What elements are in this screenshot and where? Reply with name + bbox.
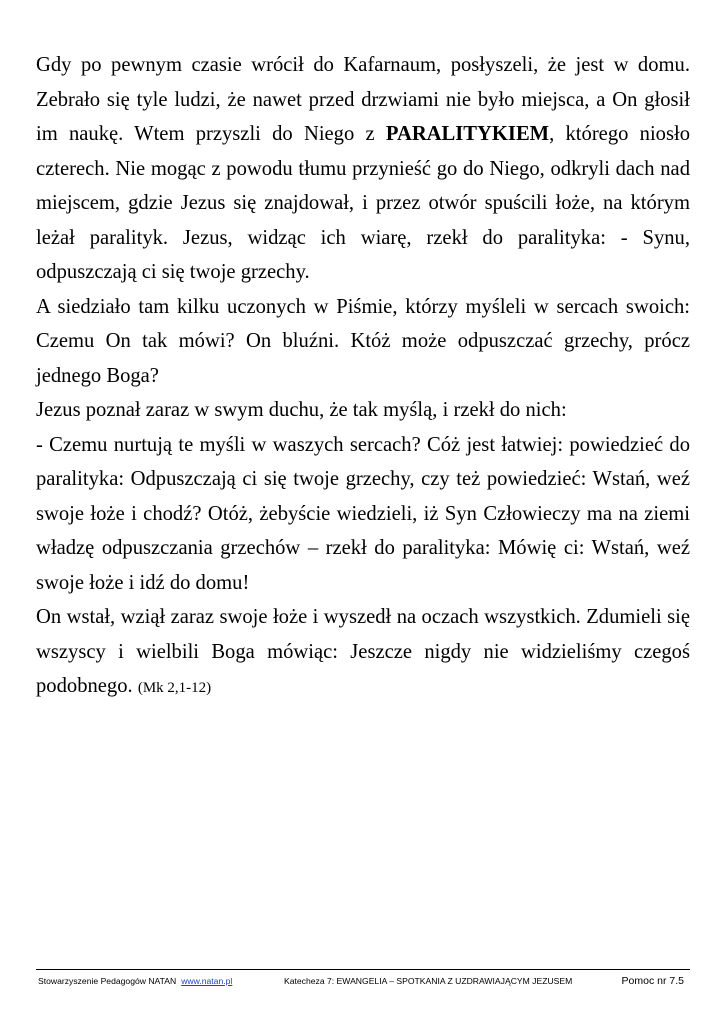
paragraph-2: A siedziało tam kilku uczonych w Piśmie, którzy myśleli w sercach swoich: Czemu On tak mówi? On bluźni. Któż może odpuszczać grzechy, prócz jednego Boga? [36,295,690,387]
footer-organization [38,976,232,986]
page-footer [36,969,690,987]
emphasized-word: PARALITYKIEM [385,123,550,145]
scripture-reference: (Mk 2,1-12) [137,680,212,696]
footer-page-label: Pomoc nr 7.5 [621,975,684,987]
paragraph-1-text-end: , którego niosło czterech. Nie mogąc z powodu tłumu przynieść go do Niego, odkryli dach nad miejscem, gdzie Jezus się znajdował, i przez otwór spuścili łoże, na którym leżał paralityk. Jezus, widząc ich wiarę, rzekł do paralityka: - Synu, odpuszczają ci się twoje grzechy. [36,123,690,283]
gospel-text [36,48,690,706]
paragraph-5-text: On wstał, wziął zaraz swoje łoże i wyszedł na oczach wszystkich. Zdumieli się wszyscy i wielbili Boga mówiąc: Jeszcze nigdy nie widzieliśmy czegoś podobnego. [36,606,690,697]
paragraph-1-text-start: Gdy po pewnym czasie wrócił do Kafarnaum, posłyszeli, że jest w domu. Zebrało się tyle ludzi, że nawet przed drzwiami nie było miejsca, a On głosił im naukę. Wtem przyszli do Niego z [36,54,690,145]
website-link[interactable]: www.natan.pl [181,976,233,986]
paragraph-5 [36,600,690,706]
organization-name: Stowarzyszenie Pedagogów NATAN [38,976,177,986]
footer-catechesis-title: Katecheza 7: EWANGELIA – SPOTKANIA Z UZDRAWIAJĄCYM JEZUSEM [284,976,573,986]
paragraph-3: Jezus poznał zaraz w swym duchu, że tak myślą, i rzekł do nich: [36,399,567,421]
paragraph-1 [36,48,690,290]
paragraph-4: - Czemu nurtują te myśli w waszych sercach? Cóż jest łatwiej: powiedzieć do paralityka: Odpuszczają ci się twoje grzechy, czy też powiedzieć: Wstań, weź swoje łoże i chodź? Otóż, żebyście wiedzieli, iż Syn Człowieczy ma na ziemi władzę odpuszczania grzechów – rzekł do paralityka: Mówię ci: Wstań, weź swoje łoże i idź do domu! [36,433,690,594]
